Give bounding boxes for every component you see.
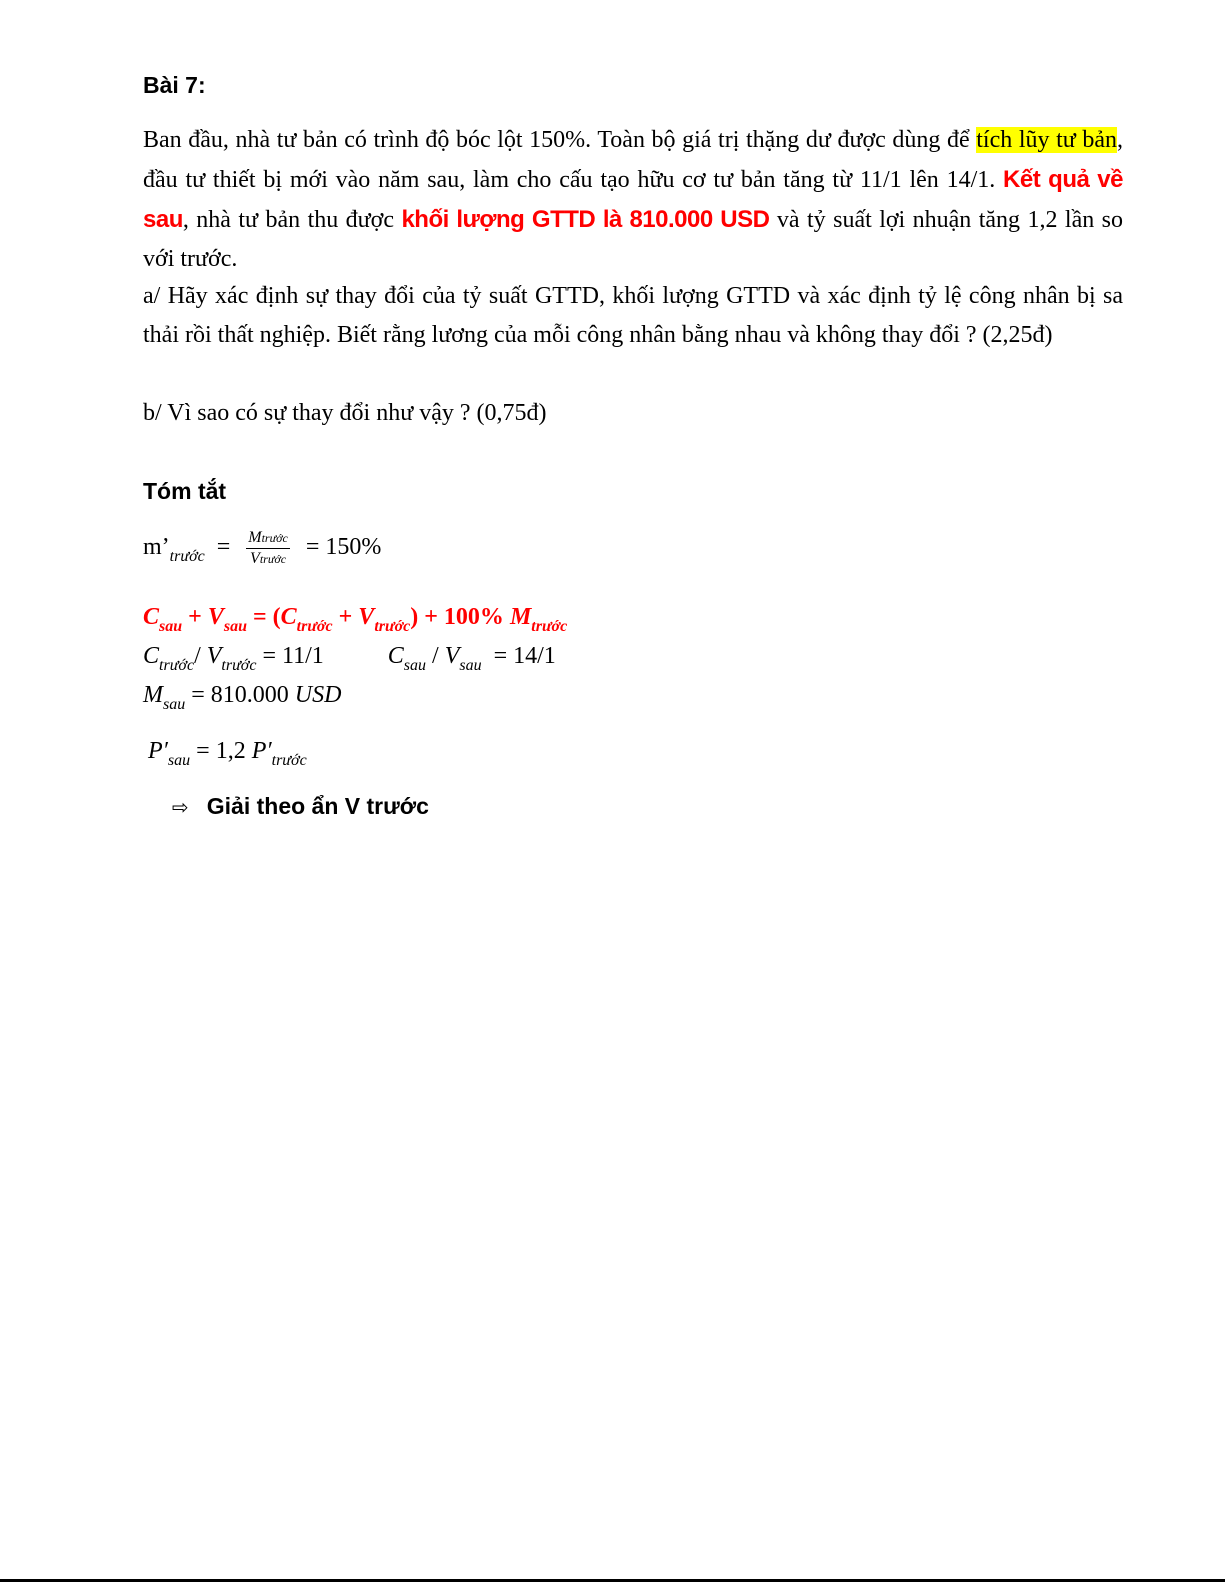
problem-statement xyxy=(143,121,1123,279)
fraction xyxy=(246,528,290,569)
formula-profit-rate: $P'_{sau} = 1,2$ $P'_{trước}$ xyxy=(148,738,307,769)
text-segment: Ban đầu, nhà tư bản có trình độ bóc lột 150%. Toàn bộ giá trị thặng dư được dùng để xyxy=(143,127,977,153)
fraction-numerator: Mtrước xyxy=(246,528,290,549)
fraction-denominator: Vtrước xyxy=(250,550,287,567)
question-a: a/ Hãy xác định sự thay đổi của tỷ suất GTTD, khối lượng GTTD và xác định tỷ lệ công nhân bị sa thải rồi thất nghiệp. Biết rằng lương của mỗi công nhân bằng nhau và không thay đổi ? (2,25đ) xyxy=(143,283,1123,348)
formula-symbol: m’ xyxy=(143,534,170,561)
formula-value: = 150% xyxy=(305,534,382,561)
formula-subscript: trước xyxy=(169,548,205,566)
formula-surplus-mass: $M_{sau} = 810.000$ USD xyxy=(143,682,342,713)
text-segment: , đầu tư thiết bị mới vào năm sau, làm cho cấu tạo hữu cơ tư bản tăng từ 11/1 lên 14/1. xyxy=(143,127,1124,193)
text-segment: và tỷ suất lợi nhuận tăng 1,2 lần so với trước. xyxy=(143,207,1124,272)
question-b: b/ Vì sao có sự thay đổi như vậy ? (0,75đ) xyxy=(143,400,547,426)
exercise-title: Bài 7: xyxy=(143,72,206,98)
highlighted-text: tích lũy tư bản xyxy=(976,127,1118,153)
summary-heading: Tóm tắt xyxy=(143,478,227,504)
formula-capital-accumulation: $C_{sau} + V_{sau} = (C_{trước} + V_{trước}) + 100\%$ $M_{trước}$ xyxy=(143,604,568,635)
solution-approach-text: Giải theo ẩn V trước xyxy=(206,793,429,819)
emphasis-result: Kết quả về sau xyxy=(143,166,1123,233)
page-bottom-rule xyxy=(0,1579,1225,1582)
formula-exploitation-rate: $m’_{trước}$ = $\frac{\text{Mtrước}}{\text{Vtrước}}$ = 150% xyxy=(143,529,382,567)
right-arrow-icon: ⇨ xyxy=(172,795,189,819)
solution-approach xyxy=(172,793,429,820)
formula-organic-composition: $C_{trước}/$ $V_{trước} = 11/1$ $C_{sau} / V_{sau} = 14/1$ xyxy=(143,643,556,674)
text-segment: , nhà tư bản thu được xyxy=(182,207,402,233)
emphasis-mass: khối lượng GTTD là 810.000 USD xyxy=(401,206,770,233)
